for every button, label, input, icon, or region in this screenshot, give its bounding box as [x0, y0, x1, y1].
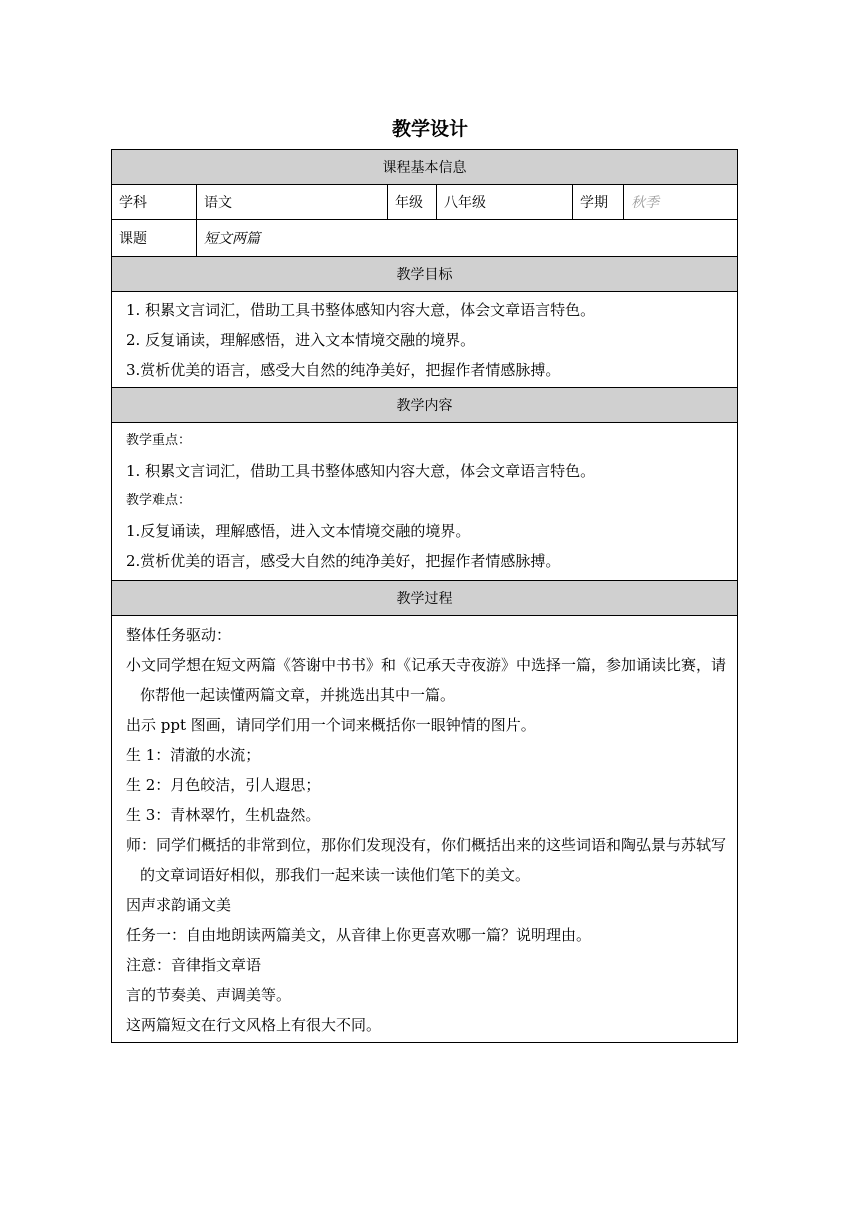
- document-title: 教学设计: [391, 118, 468, 140]
- section-header-goals: [112, 257, 738, 292]
- goals-list: [119, 292, 737, 387]
- process-list: [119, 616, 737, 1042]
- section-header-content: [112, 388, 738, 423]
- term-value: 秋季: [624, 185, 738, 220]
- process-row: [112, 616, 738, 1043]
- goal-item: 2. 反复诵读，理解感悟，进入文本情境交融的境界。: [126, 331, 476, 349]
- goal-item: 3.赏析优美的语言，感受大自然的纯净美好，把握作者情感脉搏。: [126, 361, 561, 379]
- grade-value: 八年级: [437, 185, 573, 220]
- section-header-basic-info: [112, 150, 738, 185]
- subject-value: 语文: [197, 185, 388, 220]
- goals-row: [112, 292, 738, 388]
- content-list: [119, 423, 737, 580]
- grade-label: 年级: [388, 185, 437, 220]
- section-title-process: 教学过程: [112, 581, 738, 616]
- goal-item: 1. 积累文言词汇，借助工具书整体感知内容大意，体会文章语言特色。: [126, 301, 596, 319]
- difficult-points-label: 教学难点：: [126, 493, 192, 508]
- key-points-label: 教学重点：: [126, 433, 192, 448]
- content-row: [112, 423, 738, 581]
- difficult-point-item: 1.反复诵读，理解感悟，进入文本情境交融的境界。: [126, 522, 471, 540]
- process-paragraph: 任务一：自由地朗读两篇美文，从音律上你更喜欢哪一篇？说明理由。: [126, 926, 592, 944]
- term-label: 学期: [573, 185, 624, 220]
- process-paragraph: 出示 ppt 图画，请同学们用一个词来概括你一眼钟情的图片。: [126, 716, 536, 734]
- process-paragraph: 这两篇短文在行文风格上有很大不同。: [126, 1016, 382, 1034]
- process-paragraph: 生 3：青林翠竹，生机盎然。: [126, 806, 321, 824]
- process-paragraph: 生 1：清澈的水流；: [126, 746, 261, 764]
- section-title-content: 教学内容: [112, 388, 738, 423]
- info-row-subject: [112, 185, 738, 220]
- info-row-topic: [112, 220, 738, 257]
- process-paragraph: 生 2：月色皎洁，引人遐思；: [126, 776, 321, 794]
- process-paragraph: 因声求韵诵文美: [126, 896, 232, 914]
- process-paragraph: 言的节奏美、声调美等。: [126, 986, 292, 1004]
- section-header-process: [112, 581, 738, 616]
- process-paragraph: 整体任务驱动：: [126, 626, 232, 644]
- process-paragraph: 师：同学们概括的非常到位，那你们发现没有，你们概括出来的这些词语和陶弘景与苏轼写的文章词语好相似，那我们一起来读一读他们笔下的美文。: [126, 836, 727, 884]
- lesson-plan-table: [111, 149, 738, 1043]
- subject-label: 学科: [112, 185, 197, 220]
- process-paragraph: 小文同学想在短文两篇《答谢中书书》和《记承天寺夜游》中选择一篇，参加诵读比赛，请你帮他一起读懂两篇文章，并挑选出其中一篇。: [126, 656, 727, 704]
- topic-value: 短文两篇: [197, 220, 738, 257]
- difficult-point-item: 2.赏析优美的语言，感受大自然的纯净美好，把握作者情感脉搏。: [126, 552, 561, 570]
- process-paragraph: 注意：音律指文章语: [126, 956, 262, 974]
- section-title-basic-info: 课程基本信息: [112, 150, 738, 185]
- section-title-goals: 教学目标: [112, 257, 738, 292]
- key-point-item: 1. 积累文言词汇，借助工具书整体感知内容大意，体会文章语言特色。: [126, 462, 596, 480]
- topic-label: 课题: [112, 220, 197, 257]
